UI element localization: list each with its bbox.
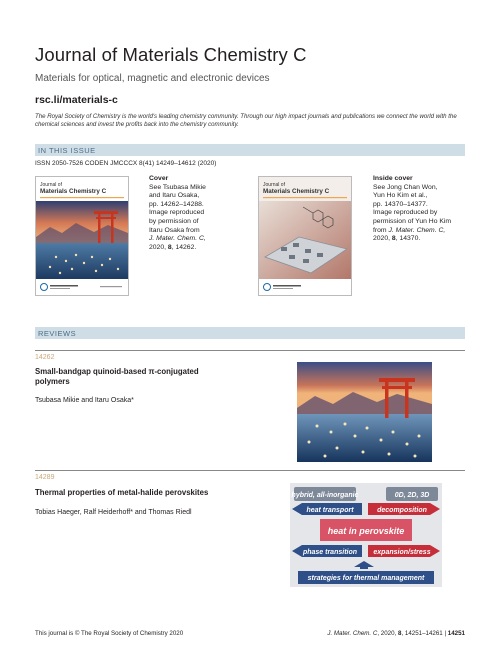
article-1-graphic xyxy=(297,362,432,462)
graphic-label-center: heat in perovskite xyxy=(327,526,405,536)
article-title-line: Small-bandgap quinoid-based π-conjugated xyxy=(35,367,199,376)
inside-cover-pages: , 14370. xyxy=(395,235,421,243)
reviews-label: REVIEWS xyxy=(38,328,77,338)
article-authors: Tsubasa Mikie and Itaru Osaka* xyxy=(35,397,134,404)
footer-journal: J. Mater. Chem. C xyxy=(327,630,378,637)
cover-heading: Cover xyxy=(149,175,169,182)
graphic-label-top-right: 0D, 2D, 3D xyxy=(394,492,430,499)
footer-pages: , 14251–14261 | xyxy=(401,630,448,637)
article-title[interactable] xyxy=(35,488,235,498)
cover-line: Image reproduced xyxy=(149,209,205,217)
footer-volume: 8 xyxy=(397,630,402,637)
front-cover-title-2: Materials Chemistry C xyxy=(40,188,107,195)
issn-line: ISSN 2050-7526 CODEN JMCCCX 8(41) 14249–14612 (2020) xyxy=(35,160,217,167)
inside-cover-caption xyxy=(373,175,451,244)
article-page-number[interactable]: 14289 xyxy=(35,474,55,481)
inside-cover-title-2: Materials Chemistry C xyxy=(263,188,330,195)
cover-line: See Tsubasa Mikie xyxy=(149,183,206,191)
cover-pages: , 14262. xyxy=(171,243,197,251)
article-title-line: Thermal properties of metal-halide perovskites xyxy=(35,488,209,497)
article-title[interactable] xyxy=(35,367,235,387)
journal-title: Journal of Materials Chemistry C xyxy=(35,44,307,65)
inside-cover-line: See Jong Chan Won, xyxy=(373,183,438,191)
inside-cover-from: from xyxy=(373,226,387,234)
inside-cover-journal-ref: J. Mater. Chem. C, xyxy=(388,226,446,234)
footer-year: , 2020, xyxy=(377,630,398,637)
article-divider xyxy=(35,350,465,351)
article-authors: Tobias Haeger, Ralf Heiderhoff* and Thomas Riedl xyxy=(35,509,192,516)
cover-year: 2020, xyxy=(149,243,168,251)
rsc-tagline: The Royal Society of Chemistry is the world's leading chemistry community. Through our high impact journals and publications we connect the world with the chemical sciences and invest the profits back into the chemistry community. xyxy=(35,113,457,128)
graphic-label-phase-transition: phase transition xyxy=(302,549,358,556)
in-this-issue-label: IN THIS ISSUE xyxy=(38,145,96,155)
article-2-graphic xyxy=(290,483,442,587)
article-page-number[interactable]: 14262 xyxy=(35,354,55,361)
front-cover-title-1: Journal of xyxy=(40,182,62,188)
cover-line: pp. 14262–14288. xyxy=(149,200,204,208)
cover-volume: 8 xyxy=(167,243,172,251)
inside-cover-heading: Inside cover xyxy=(373,175,413,182)
front-cover-caption xyxy=(149,175,206,252)
footer-page-number: 14251 xyxy=(447,630,465,637)
inside-cover-year: 2020, xyxy=(373,235,392,243)
journal-subtitle: Materials for optical, magnetic and electronic devices xyxy=(35,73,270,84)
inside-cover-line: permission of Yun Ho Kim xyxy=(373,217,452,225)
cover-journal-ref: J. Mater. Chem. C, xyxy=(149,235,206,243)
inside-cover-line: Yun Ho Kim et al., xyxy=(373,192,428,200)
inside-cover-volume: 8 xyxy=(391,235,396,243)
inside-cover-title-1: Journal of xyxy=(263,182,285,188)
inside-cover-image xyxy=(258,176,352,296)
footer-citation xyxy=(327,630,465,637)
graphic-label-decomposition: decomposition xyxy=(377,507,427,514)
front-cover-image xyxy=(35,176,129,296)
inside-cover-line: Image reproduced by xyxy=(373,209,438,217)
footer-copyright: This journal is © The Royal Society of Chemistry 2020 xyxy=(35,630,184,637)
journal-url[interactable]: rsc.li/materials-c xyxy=(35,94,118,106)
inside-cover-line: pp. 14370–14377. xyxy=(373,200,428,208)
article-title-line: polymers xyxy=(35,377,70,386)
cover-line: Itaru Osaka from xyxy=(149,226,200,234)
graphic-label-expansion: expansion/stress xyxy=(373,549,431,556)
graphic-label-top-left: hybrid, all-inorganic xyxy=(291,492,359,499)
article-divider xyxy=(35,470,465,471)
reviews-bar xyxy=(35,327,465,339)
graphic-label-bottom: strategies for thermal management xyxy=(307,575,425,582)
graphic-label-heat-transport: heat transport xyxy=(306,507,354,514)
cover-line: by permission of xyxy=(149,217,199,225)
cover-line: and Itaru Osaka, xyxy=(149,192,200,200)
in-this-issue-bar xyxy=(35,144,465,156)
